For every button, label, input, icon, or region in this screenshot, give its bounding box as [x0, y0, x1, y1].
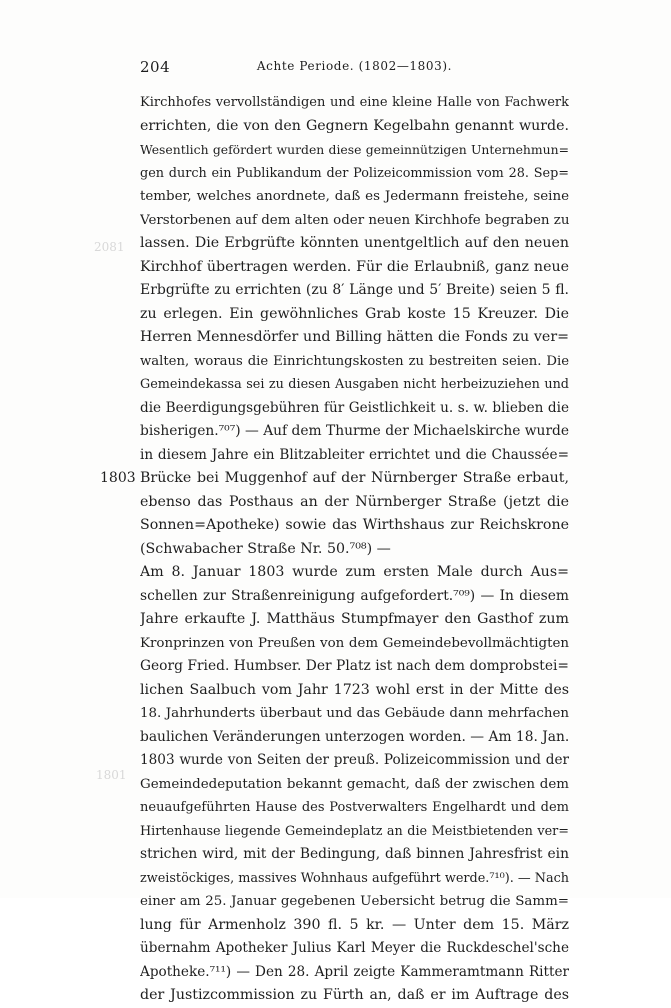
text-line: Gemeindekassa sei zu diesen Ausgaben nicht herbeizuziehen und — [140, 377, 569, 392]
text-line: Kirchhofes vervollständigen und eine kleine Halle von Fachwerk — [140, 95, 569, 110]
text-line: Sonnen=Apotheke) sowie das Wirthshaus zur Reichskrone — [140, 517, 569, 533]
text-line: Jahre erkaufte J. Matthäus Stumpfmayer den Gasthof zum — [140, 611, 569, 627]
body-text — [140, 91, 569, 1008]
text-line: Erbgrüfte zu errichten (zu 8′ Länge und 5′ Breite) seien 5 fl. — [140, 282, 569, 298]
text-line: Brücke bei Muggenhof auf der Nürnberger Straße erbaut, — [140, 470, 569, 486]
text-line: Hirtenhause liegende Gemeindeplatz an die Meistbietenden ver= — [140, 823, 569, 839]
text-line: zweistöckiges, massives Wohnhaus aufgeführt werde.⁷¹⁰). — Nach — [140, 870, 569, 886]
text-line: lassen. Die Erbgrüfte könnten unentgeltlich auf den neuen — [140, 235, 569, 251]
text-line: tember, welches anordnete, daß es Jedermann freistehe, seine — [140, 189, 569, 204]
text-line: zu erlegen. Ein gewöhnliches Grab koste 15 Kreuzer. Die — [140, 305, 569, 322]
text-line: gen durch ein Publikandum der Polizeicommission vom 28. Sep= — [140, 165, 569, 181]
text-line: übernahm Apotheker Julius Karl Meyer die Ruckdeschel'sche — [140, 940, 569, 956]
text-line: die Beerdigungsgebühren für Geistlichkeit u. s. w. blieben die — [140, 399, 569, 416]
text-line: Am 8. Januar 1803 wurde zum ersten Male durch Aus= — [140, 564, 569, 580]
text-line: (Schwabacher Straße Nr. 50.⁷⁰⁸) — — [140, 540, 391, 557]
page-number: 204 — [140, 58, 171, 76]
text-line: Georg Fried. Humbser. Der Platz ist nach dem domprobstei= — [140, 658, 569, 674]
text-line: 18. Jahrhunderts überbaut und das Gebäude dann mehrfachen — [140, 706, 569, 721]
text-line: Apotheke.⁷¹¹) — Den 28. April zeigte Kammeramtmann Ritter — [140, 963, 569, 980]
text-line: einer am 25. Januar gegebenen Uebersicht betrug die Samm= — [140, 894, 569, 909]
text-line: ebenso das Posthaus an der Nürnberger Straße (jetzt die — [140, 493, 569, 510]
text-line: schellen zur Straßenreinigung aufgefordert.⁷⁰⁹) — In diesem — [140, 587, 569, 604]
text-line: der Justizcommission zu Fürth an, daß er im Auftrage des — [140, 987, 569, 1003]
text-line: Wesentlich gefördert wurden diese gemeinnützigen Unternehmun= — [140, 142, 569, 157]
text-line: baulichen Veränderungen unterzogen worden. — Am 18. Jan. — [140, 728, 569, 745]
bleed-through-mark: 1801 — [96, 768, 127, 782]
text-line: Herren Mennesdörfer und Billing hätten die Fonds zu ver= — [140, 329, 569, 345]
running-title: Achte Periode. (1802—1803). — [256, 59, 453, 73]
text-line: Verstorbenen auf dem alten oder neuen Kirchhofe begraben zu — [140, 212, 569, 228]
text-line: Gemeindedeputation bekannt gemacht, daß der zwischen dem — [140, 776, 569, 792]
margin-year-note: 1803 — [100, 470, 136, 486]
text-line: walten, woraus die Einrichtungskosten zu bestreiten seien. Die — [140, 353, 569, 369]
text-line: in diesem Jahre ein Blitzableiter errichtet und die Chaussée= — [140, 446, 569, 463]
bleed-through-mark: 2081 — [94, 240, 125, 254]
text-line: lung für Armenholz 390 fl. 5 kr. — Unter dem 15. März — [140, 916, 569, 933]
text-line: Kronprinzen von Preußen von dem Gemeindebevollmächtigten — [140, 635, 569, 651]
text-line: bisherigen.⁷⁰⁷) — Auf dem Thurme der Michaelskirche wurde — [140, 423, 569, 439]
page-header — [140, 58, 569, 78]
text-line: strichen wird, mit der Bedingung, daß binnen Jahresfrist ein — [140, 846, 569, 862]
text-line: 1803 wurde von Seiten der preuß. Polizeicommission und der — [140, 752, 569, 768]
text-line: errichten, die von den Gegnern Kegelbahn genannt wurde. — [140, 117, 569, 134]
text-line: lichen Saalbuch vom Jahr 1723 wohl erst in der Mitte des — [140, 681, 569, 698]
text-line: Kirchhof übertragen werden. Für die Erlaubniß, ganz neue — [140, 258, 569, 275]
text-line: neuaufgeführten Hause des Postverwalters Engelhardt und dem — [140, 800, 569, 815]
